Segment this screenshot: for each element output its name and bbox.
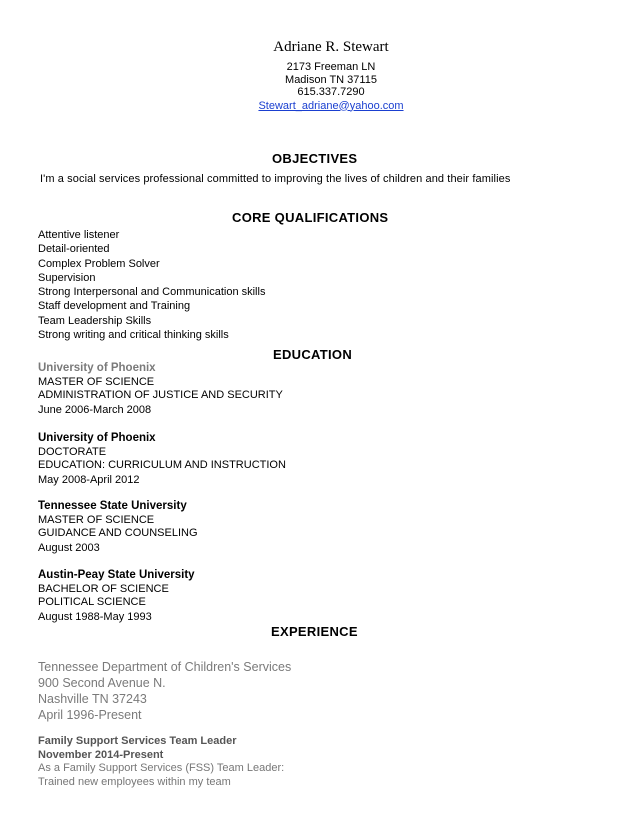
- email-link[interactable]: Stewart_adriane@yahoo.com: [258, 99, 404, 112]
- experience-heading: EXPERIENCE: [271, 624, 358, 639]
- education-entry: [38, 362, 283, 417]
- school-name: Austin-Peay State University: [38, 569, 195, 581]
- field-of-study: GUIDANCE AND COUNSELING: [38, 527, 198, 539]
- degree: DOCTORATE: [38, 445, 107, 458]
- qualifications-list: [38, 228, 265, 342]
- objective-statement: I'm a social services professional committed to improving the lives of children and their families: [40, 173, 511, 185]
- job-duty: Trained new employees within my team: [38, 775, 231, 788]
- employment-dates: April 1996-Present: [38, 708, 142, 722]
- applicant-name: Adriane R. Stewart: [273, 39, 389, 55]
- list-item: Supervision: [38, 271, 96, 284]
- job-intro: As a Family Support Services (FSS) Team Leader:: [38, 762, 285, 774]
- school-name: University of Phoenix: [38, 432, 156, 444]
- school-name: Tennessee State University: [38, 500, 187, 512]
- job-block: [38, 735, 284, 789]
- list-item: Attentive listener: [38, 229, 120, 241]
- attendance-dates: May 2008-April 2012: [38, 473, 140, 486]
- attendance-dates: August 1988-May 1993: [38, 610, 152, 623]
- attendance-dates: August 2003: [38, 541, 100, 554]
- list-item: Staff development and Training: [38, 300, 191, 313]
- education-heading: EDUCATION: [273, 347, 353, 362]
- employer-name: Tennessee Department of Children's Services: [38, 660, 292, 674]
- employer-block: [38, 659, 291, 723]
- field-of-study: EDUCATION: CURRICULUM AND INSTRUCTION: [38, 459, 286, 471]
- core-qualifications-heading: CORE QUALIFICATIONS: [232, 210, 389, 225]
- field-of-study: POLITICAL SCIENCE: [38, 596, 146, 608]
- list-item: Complex Problem Solver: [38, 257, 160, 270]
- employer-city: Nashville TN 37243: [38, 692, 147, 706]
- degree: MASTER OF SCIENCE: [38, 375, 155, 388]
- education-entry: [38, 432, 286, 487]
- education-entry: [38, 500, 198, 555]
- address-line-1: 2173 Freeman LN: [286, 61, 376, 73]
- education-entry: [38, 569, 195, 624]
- job-dates: November 2014-Present: [38, 748, 164, 761]
- attendance-dates: June 2006-March 2008: [38, 403, 152, 416]
- list-item: Detail-oriented: [38, 243, 110, 256]
- list-item: Team Leadership Skills: [38, 314, 152, 327]
- field-of-study: ADMINISTRATION OF JUSTICE AND SECURITY: [38, 389, 283, 401]
- degree: MASTER OF SCIENCE: [38, 513, 155, 526]
- degree: BACHELOR OF SCIENCE: [38, 582, 169, 595]
- list-item: Strong writing and critical thinking skills: [38, 329, 229, 342]
- objectives-heading: OBJECTIVES: [272, 151, 358, 166]
- job-title: Family Support Services Team Leader: [38, 735, 237, 747]
- address-line-2: Madison TN 37115: [285, 73, 377, 86]
- list-item: Strong Interpersonal and Communication skills: [38, 286, 266, 299]
- phone-number: 615.337.7290: [297, 86, 365, 98]
- employer-street: 900 Second Avenue N.: [38, 676, 166, 690]
- resume-header: [0, 38, 638, 113]
- school-name: University of Phoenix: [38, 362, 156, 374]
